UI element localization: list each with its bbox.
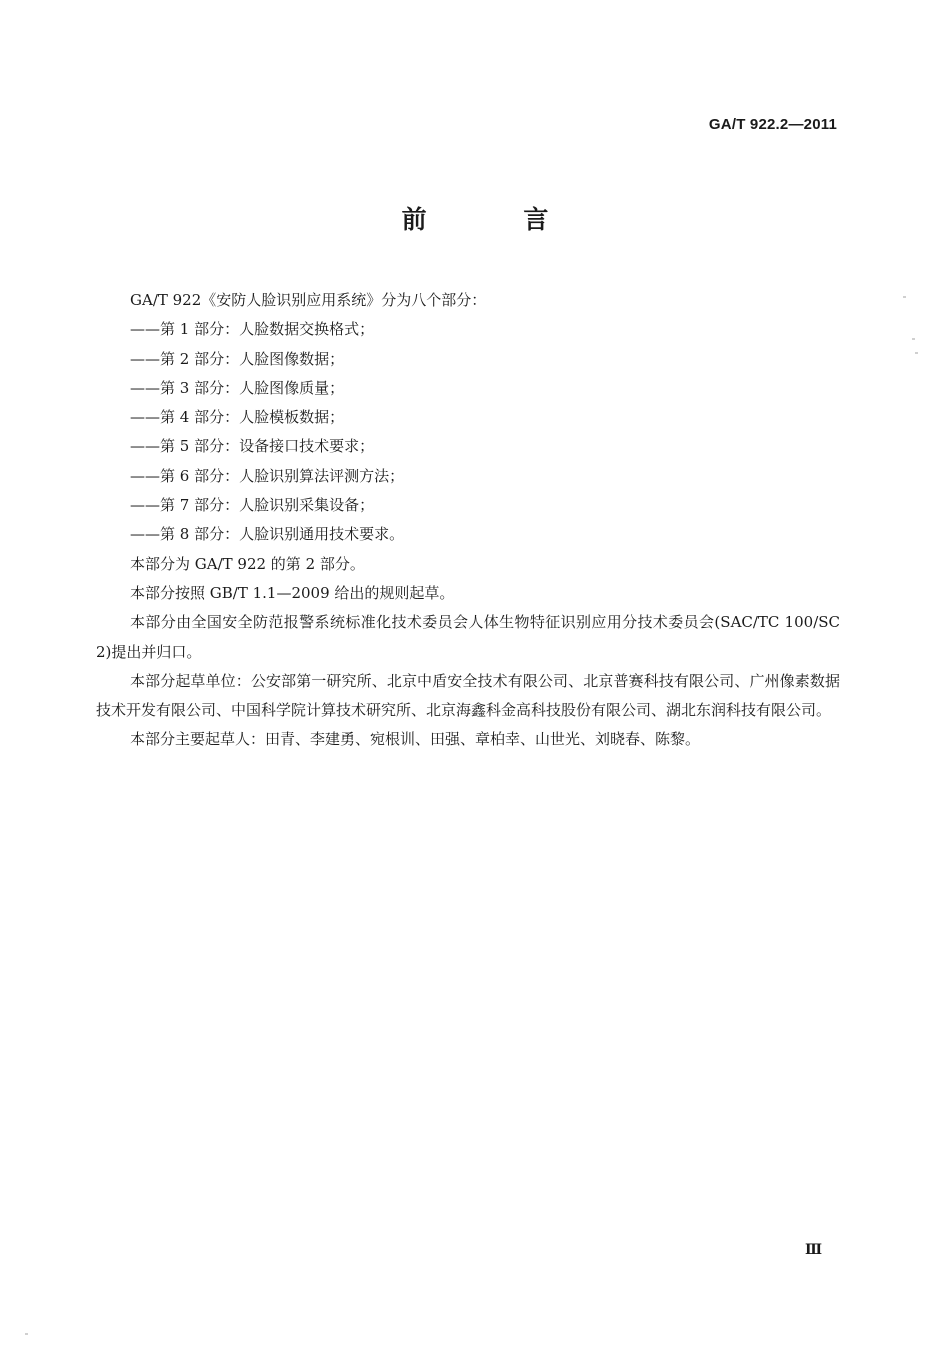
part-list-item: ——第 3 部分：人脸图像质量； [130,378,345,397]
foreword-body [96,286,840,755]
part-list-item: ——第 7 部分：人脸识别采集设备； [130,496,375,515]
scan-speck [915,352,918,354]
body-paragraph: 本部分由全国安全防范报警系统标准化技术委员会人体生物特征识别应用分技术委员会(SAC/TC 100/SC 2)提出并归口。 [96,613,840,661]
part-list-item: ——第 5 部分：设备接口技术要求； [130,437,375,456]
body-paragraph: 本部分为 GA/T 922 的第 2 部分。 [130,554,365,573]
scan-speck [903,296,906,298]
body-paragraph: 本部分起草单位：公安部第一研究所、北京中盾安全技术有限公司、北京普赛科技有限公司、广州像素数据技术开发有限公司、中国科学院计算技术研究所、北京海鑫科金高科技股份有限公司、湖北东润科技有限公司。 [96,671,840,720]
scan-speck [912,338,915,340]
scan-speck [25,1333,28,1335]
page-title: 前 言 [401,205,593,234]
part-list-item: ——第 6 部分：人脸识别算法评测方法； [130,466,405,485]
part-list-item: ——第 1 部分：人脸数据交换格式； [130,320,375,339]
body-paragraph: 本部分主要起草人：田青、李建勇、宛根训、田强、章柏幸、山世光、刘晓春、陈黎。 [130,730,701,749]
page-number: Ⅲ [805,1242,823,1258]
intro-paragraph: GA/T 922《安防人脸识别应用系统》分为八个部分： [130,291,487,309]
body-paragraph: 本部分按照 GB/T 1.1—2009 给出的规则起草。 [130,583,455,602]
part-list-item: ——第 8 部分：人脸识别通用技术要求。 [130,525,405,544]
standard-code: GA/T 922.2—2011 [708,116,837,133]
part-list-item: ——第 4 部分：人脸模板数据； [130,408,345,427]
part-list-item: ——第 2 部分：人脸图像数据； [130,349,345,368]
